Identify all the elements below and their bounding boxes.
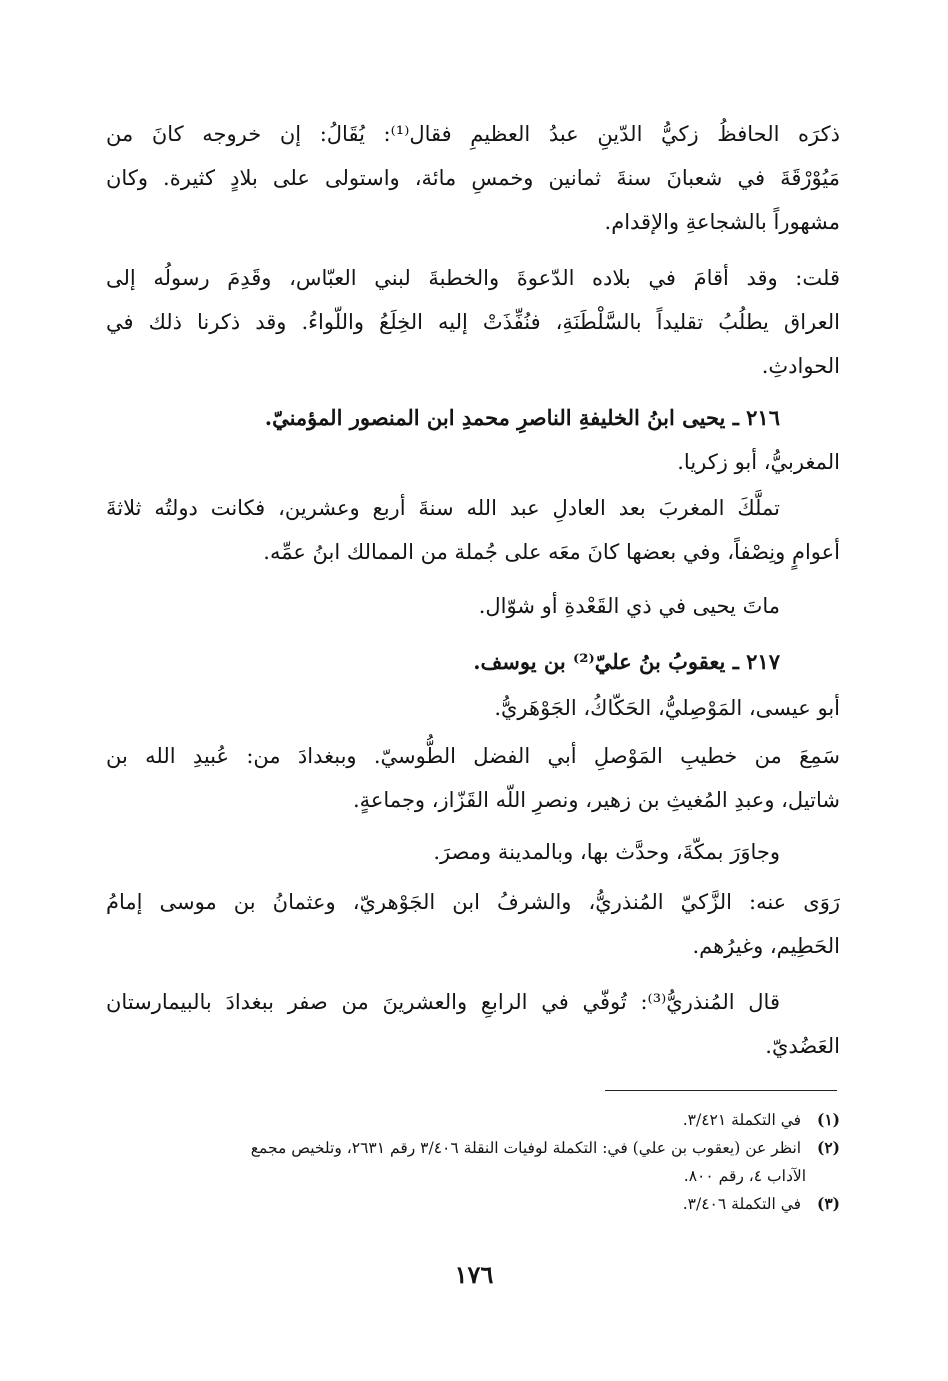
text-line: ماتَ يحيى في ذي القَعْدةِ أو شوّال.: [478, 594, 780, 618]
text-line: رَوَى عنه: الزَّكيّ المُنذريُّ، والشرفُ ابن الجَوْهريّ، وعثمانُ بن موسى إمامُ: [106, 890, 840, 914]
text-line: الحَطِيم، وغيرُهم.: [692, 934, 840, 958]
footnote-number: (٢): [816, 1138, 840, 1157]
footnote-2-continuation: الآداب ٤، رقم ٨٠٠.: [683, 1167, 806, 1185]
page-number: ١٧٦: [454, 1260, 494, 1289]
paragraph-5: [106, 734, 840, 822]
paragraph-4: [106, 584, 840, 628]
text-line: قال المُنذريُّ⁽³⁾: تُوفّي في الرابعِ والعشرينَ من صفر ببغدادَ بالبيمارستان: [106, 990, 780, 1014]
text-line: الحوادثِ.: [761, 354, 840, 378]
footnote-text: انظر عن (يعقوب بن علي) في: التكملة لوفيات النقلة ٣/٤٠٦ رقم ٢٦٣١، وتلخيص مجمع: [250, 1139, 802, 1157]
text-line: ذكرَه الحافظُ زكيُّ الدّينِ عبدُ العظيمِ فقال⁽¹⁾: يُقَالُ: إن خروجه كانَ من: [106, 122, 840, 146]
heading-line: ٢١٦ ـ يحيى ابنُ الخليفةِ الناصرِ محمدِ ابن المنصور المؤمنيّ.: [264, 405, 780, 430]
footnote-text: في التكملة ٣/٤٢١.: [682, 1111, 802, 1129]
text-line: سَمِعَ من خطيبِ المَوْصلِ أبي الفضل الطُّوسيّ. وببغدادَ من: عُبيدِ الله بن: [106, 744, 840, 768]
footnotes: [106, 1106, 840, 1218]
entry-heading-217: [106, 640, 840, 684]
footnote-2: [106, 1134, 840, 1162]
text-line: تملَّكَ المغربَ بعد العادلِ عبد الله سنةَ أربع وعشرين، فكانت دولتُه ثلاثةَ: [106, 496, 780, 520]
footnote-3: [106, 1190, 840, 1218]
text-line: العراق يطلُبُ تقليداً بالسَّلْطَنَةِ، فنُفِّذَتْ إليه الخِلَعُ واللّواءُ. وقد ذكرنا ذلك في: [106, 310, 840, 334]
paragraph-kunya-217: [106, 686, 840, 730]
text-line: المغربيُّ، أبو زكريا.: [677, 450, 840, 474]
footnote-text: في التكملة ٣/٤٠٦.: [682, 1195, 802, 1213]
entry-heading-216: [106, 396, 840, 440]
footnote-separator: [605, 1090, 837, 1091]
footnote-number: (١): [816, 1110, 840, 1129]
paragraph-2: [106, 256, 840, 388]
paragraph-kunya-216: [106, 440, 840, 484]
text-line: قلت: وقد أقامَ في بلاده الدّعوةَ والخطبةَ لبني العبّاس، وقَدِمَ رسولُه إلى: [106, 266, 840, 290]
text-line: وجاوَرَ بمكّةَ، وحدَّث بها، وبالمدينة ومصرَ.: [433, 840, 780, 864]
footnote-1: [106, 1106, 840, 1134]
footnote-number: (٣): [816, 1194, 840, 1213]
paragraph-3: [106, 486, 840, 574]
paragraph-6: [106, 830, 840, 874]
text-line: شاتيل، وعبدِ المُغيثِ بن زهير، ونصرِ اللّه القَزّاز، وجماعةٍ.: [352, 788, 840, 812]
paragraph-1: [106, 112, 840, 244]
paragraph-7: [106, 880, 840, 968]
paragraph-8: [106, 980, 840, 1068]
text-line: أبو عيسى، المَوْصِليُّ، الحَكّاكُ، الجَوْهَريُّ.: [494, 696, 840, 720]
text-line: مَيُوْرْقَةَ في شعبانَ سنةَ ثمانين وخمسِ مائة، واستولى على بلادٍ كثيرة. وكان: [106, 166, 840, 190]
text-line: أعوامٍ ونِصْفاً، وفي بعضها كانَ معَه على جُملة من الممالك ابنُ عمِّه.: [263, 540, 840, 564]
heading-line: ٢١٧ ـ يعقوبُ بنُ عليّ⁽²⁾ بن يوسف.: [473, 649, 780, 674]
text-line: العَضُديّ.: [765, 1034, 840, 1058]
text-line: مشهوراً بالشجاعةِ والإقدام.: [604, 210, 840, 234]
